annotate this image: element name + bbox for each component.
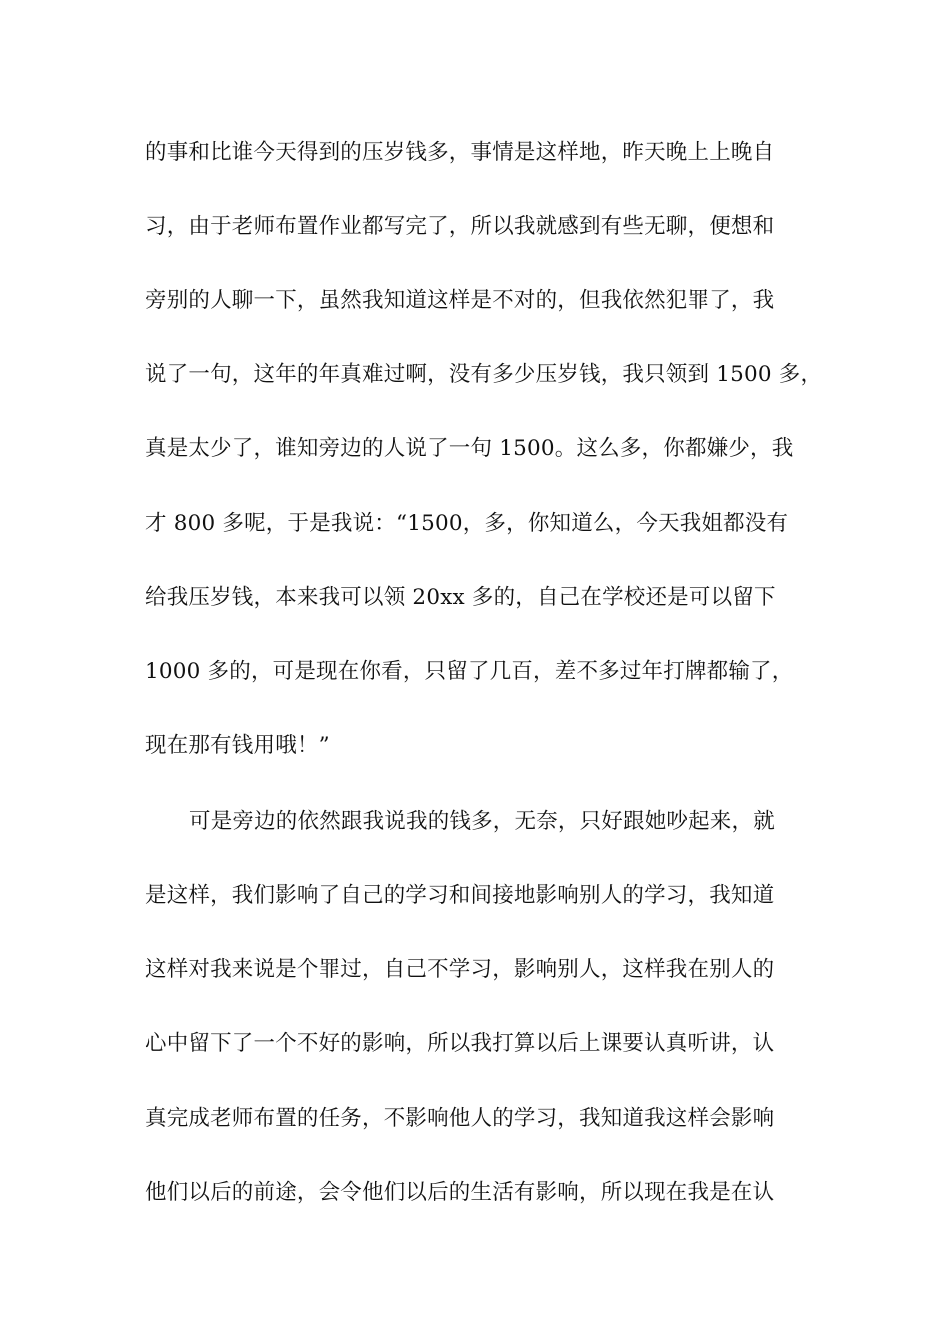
text-line: 说了一句，这年的年真难过啊，没有多少压岁钱，我只领到 1500 多， <box>145 362 823 387</box>
text-line: 这样对我来说是个罪过，自己不学习，影响别人，这样我在别人的 <box>145 957 775 982</box>
text-line: 真完成老师布置的任务，不影响他人的学习，我知道我这样会影响 <box>145 1106 775 1131</box>
text-line: 现在那有钱用哦！” <box>145 733 330 758</box>
text-line: 1000 多的，可是现在你看，只留了几百，差不多过年打牌都输了， <box>145 659 794 684</box>
text-line: 旁别的人聊一下，虽然我知道这样是不对的，但我依然犯罪了，我 <box>145 288 775 313</box>
text-line: 心中留下了一个不好的影响，所以我打算以后上课要认真听讲，认 <box>145 1031 775 1056</box>
text-line: 是这样，我们影响了自己的学习和间接地影响别人的学习，我知道 <box>145 883 775 908</box>
text-line: 真是太少了，谁知旁边的人说了一句 1500。这么多，你都嫌少，我 <box>145 436 794 461</box>
text-line: 习，由于老师布置作业都写完了，所以我就感到有些无聊，便想和 <box>145 214 775 239</box>
text-line: 给我压岁钱，本来我可以领 20xx 多的，自己在学校还是可以留下 <box>145 585 776 610</box>
text-line: 的事和比谁今天得到的压岁钱多，事情是这样地，昨天晚上上晚自 <box>145 140 775 165</box>
text-line: 他们以后的前途，会令他们以后的生活有影响，所以现在我是在认 <box>145 1180 775 1205</box>
text-line: 才 800 多呢，于是我说：“1500，多，你知道么，今天我姐都没有 <box>145 511 789 536</box>
paragraph-first-line: 可是旁边的依然跟我说我的钱多，无奈，只好跟她吵起来，就 <box>189 809 775 834</box>
